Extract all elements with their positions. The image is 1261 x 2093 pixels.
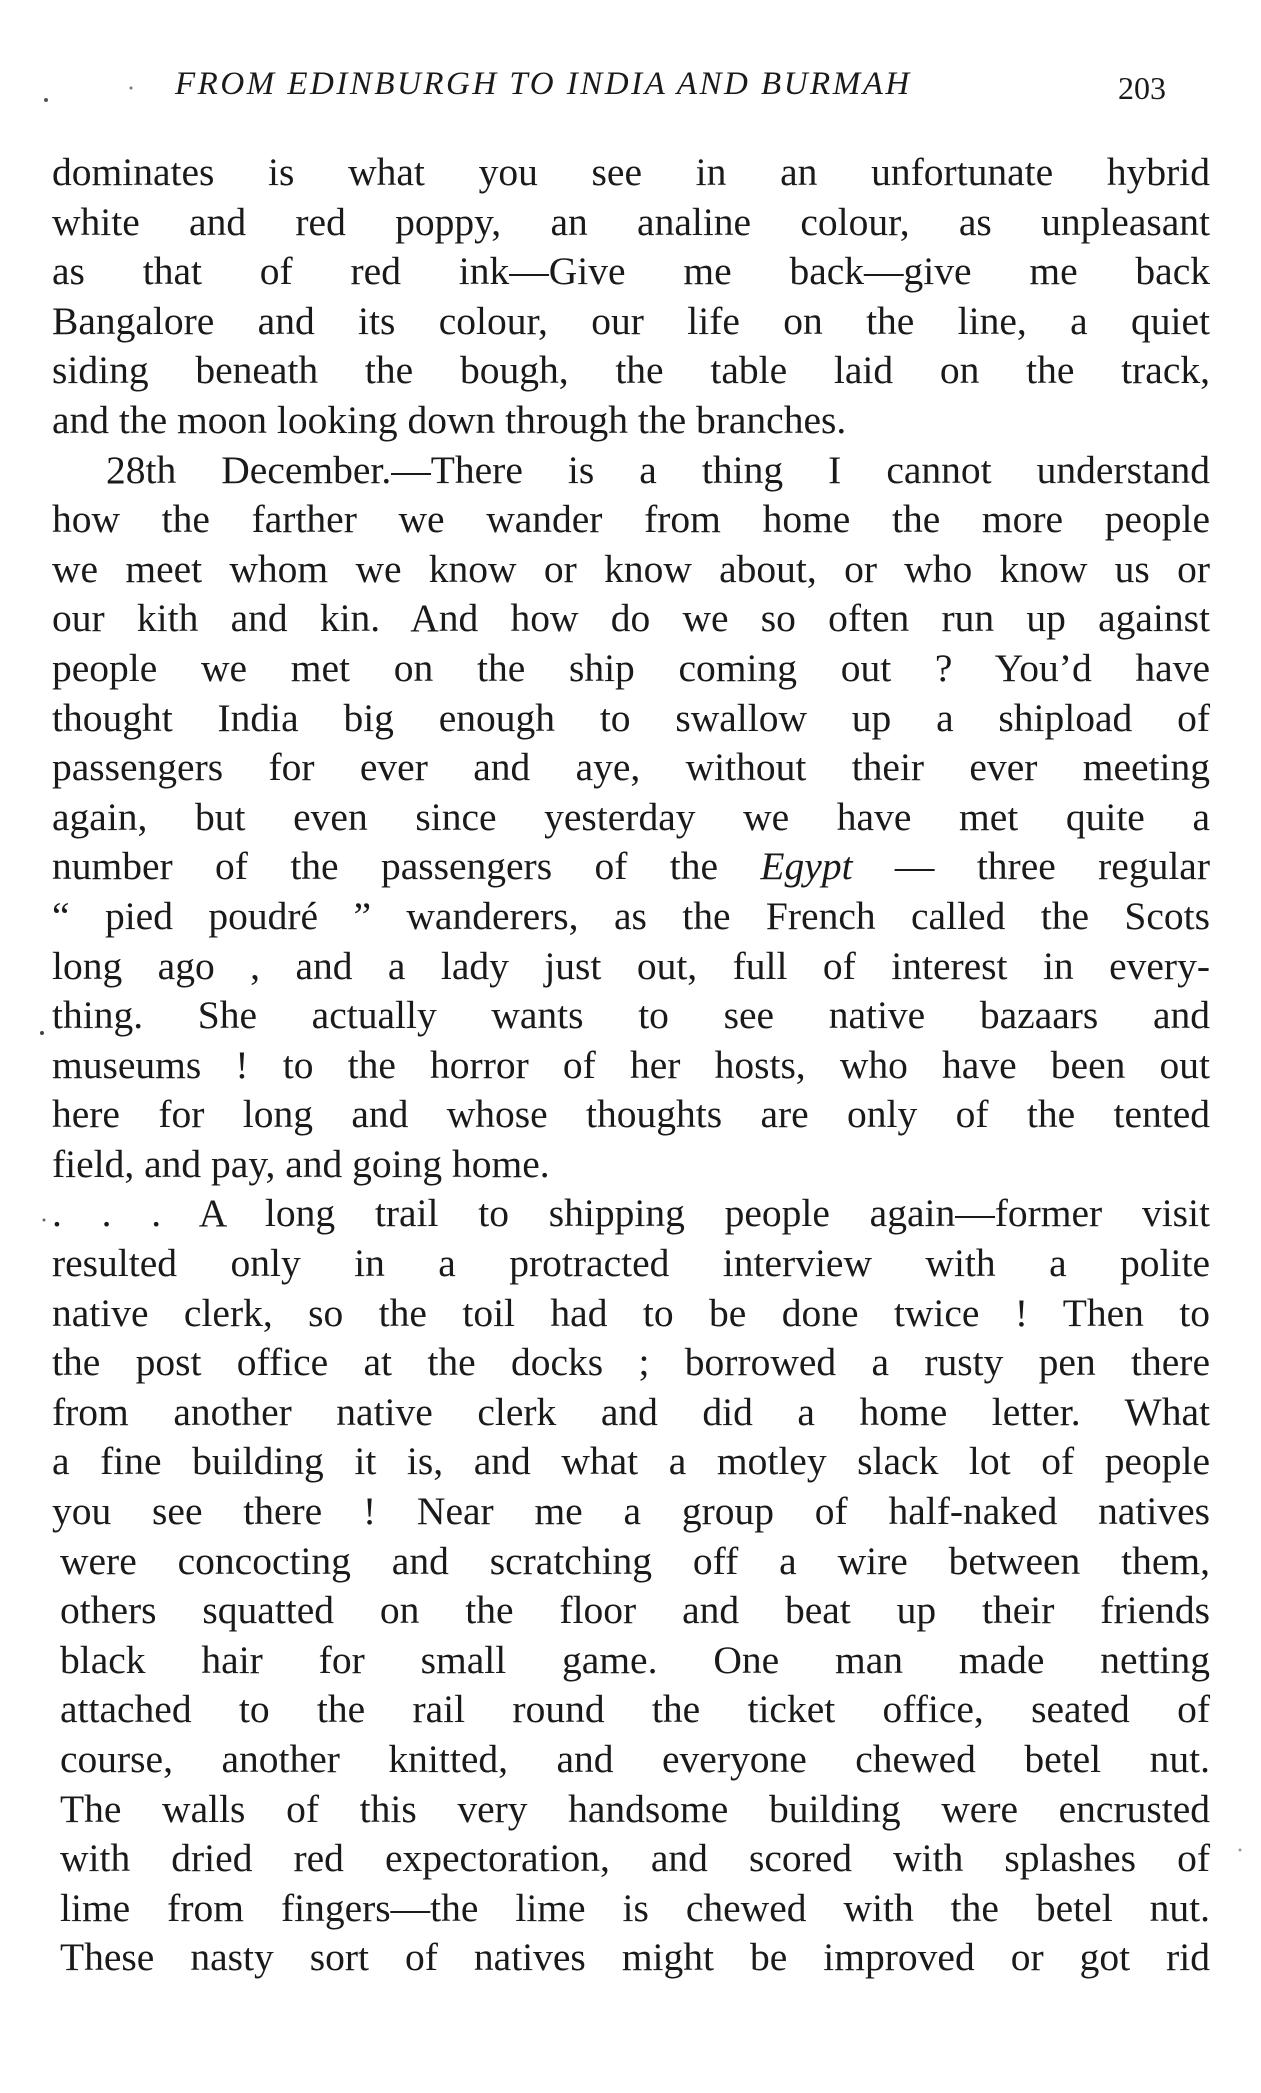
text-line: a fine building it is, and what a motley slack lot of people <box>52 1439 1210 1484</box>
text-line: siding beneath the bough, the table laid on the track, <box>52 348 1210 393</box>
text-line: and the moon looking down through the branches. <box>52 397 847 442</box>
text-line: passengers for ever and aye, without their ever meeting <box>52 745 1210 790</box>
text-line: lime from fingers—the lime is chewed with the betel nut. <box>60 1885 1210 1930</box>
text-line: black hair for small game. One man made netting <box>60 1637 1210 1682</box>
text-line: These nasty sort of natives might be improved or got rid <box>60 1935 1210 1980</box>
text-line: thought India big enough to swallow up a shipload of <box>52 695 1210 740</box>
text-line: you see there ! Near me a group of half-naked natives <box>52 1489 1210 1534</box>
text-line: the post office at the docks ; borrowed a rusty pen there <box>52 1340 1210 1385</box>
text-line: long ago , and a lady just out, full of interest in every- <box>52 943 1210 988</box>
text-line: Bangalore and its colour, our life on the line, a quiet <box>52 298 1210 343</box>
text-line: thing. She actually wants to see native bazaars and <box>52 993 1210 1038</box>
text-line: here for long and whose thoughts are only of the tented <box>52 1092 1210 1137</box>
text-line: how the farther we wander from home the more people <box>52 497 1210 542</box>
page-number: 203 <box>1118 70 1166 106</box>
text-line: others squatted on the floor and beat up their friends <box>60 1588 1210 1633</box>
paragraph-start-line: . . . A long trail to shipping people again—former visit <box>52 1191 1210 1236</box>
text-line: as that of red ink—Give me back—give me back <box>52 249 1210 294</box>
text-run: — three regular <box>852 844 1210 889</box>
text-line: resulted only in a protracted interview with a polite <box>52 1241 1210 1286</box>
text-line: white and red poppy, an analine colour, as unpleasant <box>52 199 1210 244</box>
text-line: with dried red expectoration, and scored with splashes of <box>60 1836 1210 1881</box>
text-line: native clerk, so the toil had to be done twice ! Then to <box>52 1290 1210 1335</box>
text-line: we meet whom we know or know about, or who know us or <box>52 546 1210 591</box>
text-line: museums ! to the horror of her hosts, who have been out <box>52 1042 1210 1087</box>
running-head: FROM EDINBURGH TO INDIA AND BURMAH <box>175 66 912 102</box>
text-line: our kith and kin. And how do we so often run up against <box>52 596 1210 641</box>
text-line: again, but even since yesterday we have met quite a <box>52 794 1210 839</box>
text-line: were concocting and scratching off a wire between them, <box>60 1538 1210 1583</box>
text-line: dominates is what you see in an unfortunate hybrid <box>52 150 1210 194</box>
text-run: number of the passengers of the <box>52 844 761 889</box>
text-line: “ pied poudré ” wanderers, as the French called the Scots <box>52 893 1210 938</box>
ship-name: Egypt <box>760 844 853 889</box>
text-line: field, and pay, and going home. <box>52 1141 550 1186</box>
text-line: attached to the rail round the ticket office, seated of <box>60 1687 1210 1732</box>
text-line: from another native clerk and did a home letter. What <box>52 1389 1210 1434</box>
text-line: people we met on the ship coming out ? You’d have <box>52 645 1210 690</box>
text-line: The walls of this very handsome building were encrusted <box>60 1786 1210 1831</box>
text-line-with-ship-name <box>52 842 1210 892</box>
text-line: course, another knitted, and everyone chewed betel nut. <box>60 1737 1210 1781</box>
body-text <box>52 148 1210 1983</box>
paragraph-start-line: 28th December.—There is a thing I cannot understand <box>106 447 1210 492</box>
